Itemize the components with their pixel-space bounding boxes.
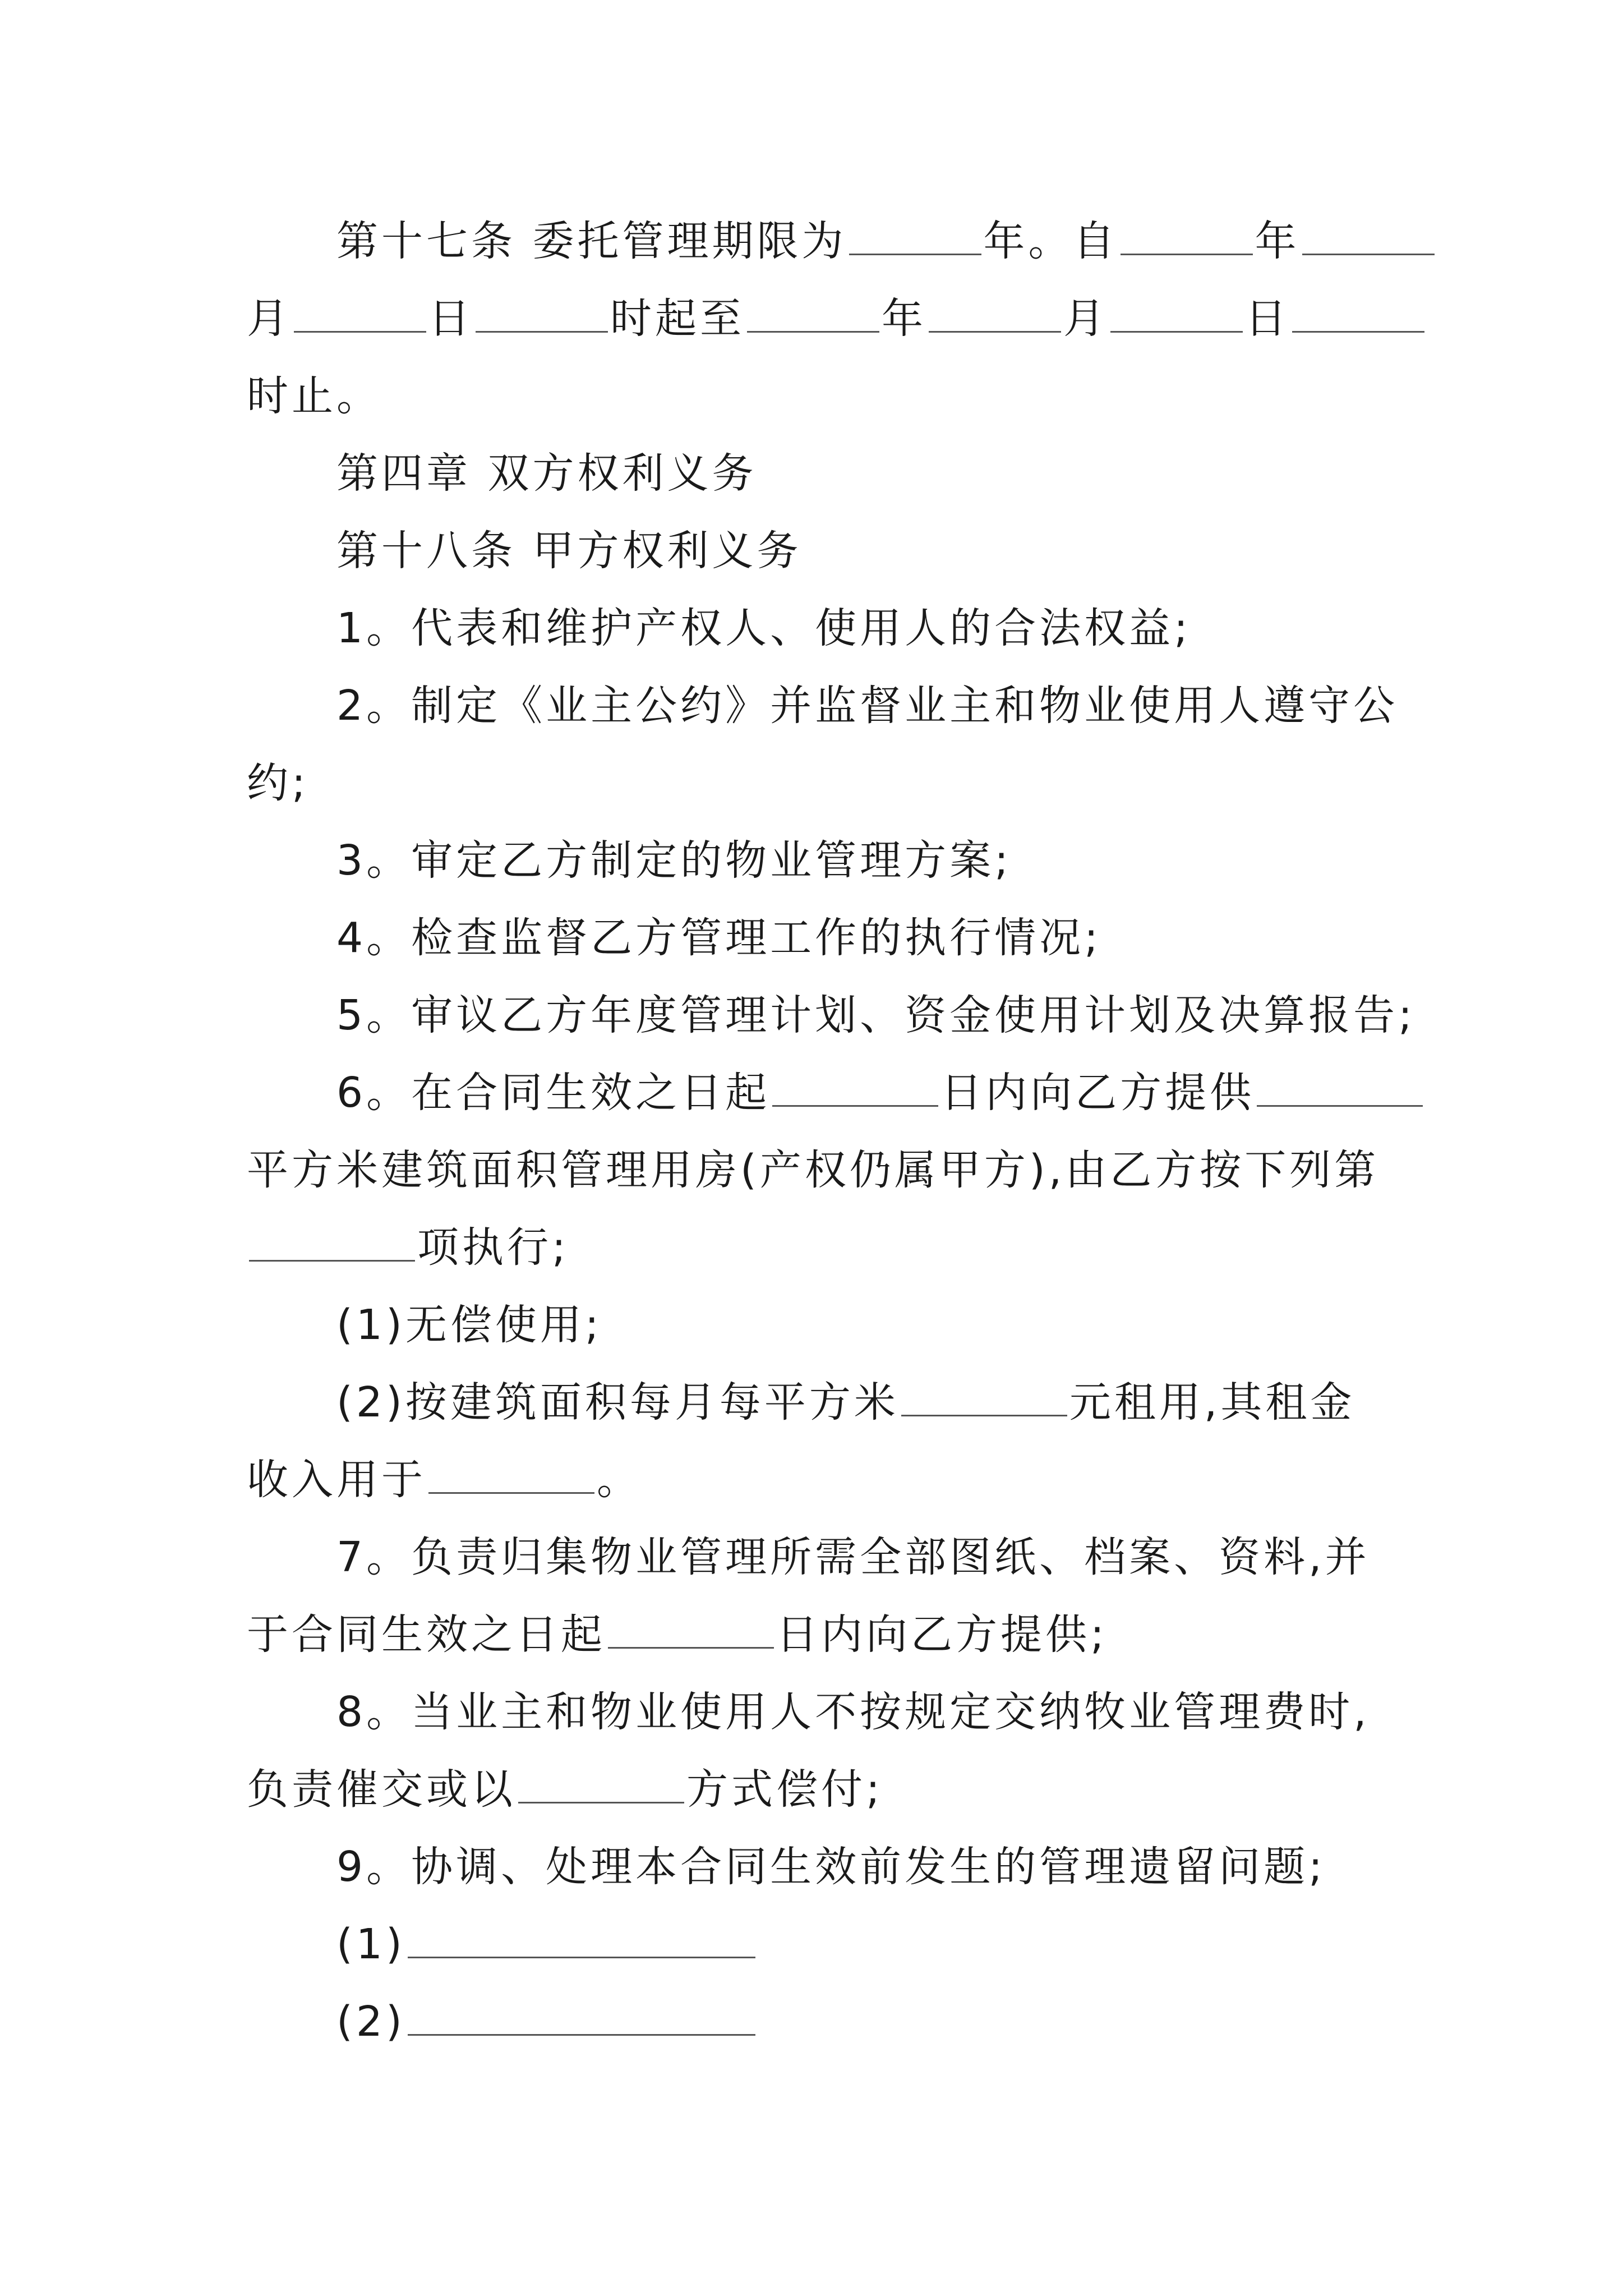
blank-field bbox=[476, 296, 608, 333]
item-7-line-2 bbox=[0, 1607, 1623, 1663]
item-6-option-1 bbox=[0, 1297, 1623, 1353]
text-segment: 6。在合同生效之日起 bbox=[336, 1069, 771, 1117]
article-17-line-2 bbox=[0, 291, 1623, 347]
text-segment: 负责催交或以 bbox=[247, 1765, 516, 1814]
item-9 bbox=[0, 1839, 1623, 1895]
text-segment: 时起至 bbox=[610, 295, 745, 343]
item-4 bbox=[0, 910, 1623, 966]
item-6-line-3 bbox=[0, 1220, 1623, 1276]
text-segment: 3。审定乙方制定的物业管理方案; bbox=[336, 836, 1012, 885]
text-segment: 年 bbox=[882, 295, 926, 343]
text-segment: 时止。 bbox=[247, 372, 381, 420]
text-segment: 平方米建筑面积管理用房(产权仍属甲方),由乙方按下列第 bbox=[247, 1146, 1380, 1194]
item-6-line-2 bbox=[0, 1142, 1623, 1198]
item-8-line-2 bbox=[0, 1761, 1623, 1818]
text-segment: 收入用于 bbox=[247, 1456, 426, 1504]
text-segment: 9。协调、处理本合同生效前发生的管理遗留问题; bbox=[336, 1843, 1326, 1891]
text-segment: 约; bbox=[247, 759, 309, 807]
text-segment: 年。自 bbox=[983, 217, 1118, 265]
blank-field bbox=[929, 296, 1061, 333]
text-segment: 2。制定《业主公约》并监督业主和物业使用人遵守公 bbox=[336, 682, 1399, 730]
item-2-line-1 bbox=[0, 678, 1623, 734]
item-7-line-1 bbox=[0, 1529, 1623, 1585]
blank-field bbox=[294, 296, 426, 333]
item-9-sub-1 bbox=[0, 1916, 1623, 1972]
item-8-line-1 bbox=[0, 1684, 1623, 1740]
text-segment: 7。负责归集物业管理所需全部图纸、档案、资料,并 bbox=[336, 1533, 1370, 1581]
blank-field bbox=[747, 296, 879, 333]
text-segment: 8。当业主和物业使用人不按规定交纳牧业管理费时, bbox=[336, 1688, 1370, 1736]
text-segment: 日 bbox=[428, 295, 473, 343]
text-segment: 4。检查监督乙方管理工作的执行情况; bbox=[336, 914, 1102, 962]
blank-field bbox=[901, 1380, 1067, 1416]
blank-field bbox=[1257, 1070, 1423, 1107]
text-segment: 日 bbox=[1245, 295, 1290, 343]
article-18-heading bbox=[0, 523, 1623, 579]
item-1 bbox=[0, 600, 1623, 656]
text-segment: (2)按建筑面积每月每平方米 bbox=[336, 1378, 899, 1427]
text-segment: 月 bbox=[247, 295, 292, 343]
article-17-line-1 bbox=[0, 213, 1623, 269]
blank-field bbox=[772, 1070, 938, 1107]
blank-field bbox=[1292, 296, 1424, 333]
text-segment: (1) bbox=[336, 1920, 405, 1968]
item-6-option-2-line-2 bbox=[0, 1452, 1623, 1508]
item-6-option-2-line-1 bbox=[0, 1374, 1623, 1430]
item-9-sub-2 bbox=[0, 1994, 1623, 2050]
text-segment: 第十七条 委托管理期限为 bbox=[336, 217, 847, 265]
blank-field bbox=[1110, 296, 1243, 333]
blank-field bbox=[428, 1457, 594, 1494]
text-segment: 于合同生效之日起 bbox=[247, 1611, 606, 1659]
chapter-4-heading bbox=[0, 445, 1623, 501]
text-segment: 第四章 双方权利义务 bbox=[336, 449, 757, 498]
article-17-line-3 bbox=[0, 368, 1623, 424]
text-segment: 日内向乙方提供 bbox=[940, 1069, 1255, 1117]
text-segment: 方式偿付; bbox=[686, 1765, 883, 1814]
text-segment: 1。代表和维护产权人、使用人的合法权益; bbox=[336, 604, 1192, 652]
text-segment: 元租用,其租金 bbox=[1069, 1378, 1355, 1427]
item-6-line-1 bbox=[0, 1065, 1623, 1121]
text-segment: 。 bbox=[597, 1456, 642, 1504]
text-segment: 月 bbox=[1063, 295, 1108, 343]
text-segment: 第十八条 甲方权利义务 bbox=[336, 527, 802, 575]
text-segment: 年 bbox=[1255, 217, 1300, 265]
blank-field bbox=[408, 1999, 755, 2036]
text-segment: 5。审议乙方年度管理计划、资金使用计划及决算报告; bbox=[336, 991, 1416, 1039]
blank-field bbox=[1121, 219, 1253, 255]
blank-field bbox=[608, 1612, 774, 1649]
item-5 bbox=[0, 987, 1623, 1043]
blank-field bbox=[408, 1922, 755, 1958]
item-3 bbox=[0, 832, 1623, 889]
text-segment: (2) bbox=[336, 1998, 405, 2046]
text-segment: (1)无偿使用; bbox=[336, 1301, 602, 1349]
text-segment: 项执行; bbox=[417, 1223, 569, 1272]
item-2-line-2 bbox=[0, 755, 1623, 811]
blank-field bbox=[518, 1767, 684, 1803]
blank-field bbox=[1302, 219, 1435, 255]
blank-field bbox=[849, 219, 981, 255]
text-segment: 日内向乙方提供; bbox=[776, 1611, 1108, 1659]
blank-field bbox=[249, 1225, 415, 1262]
